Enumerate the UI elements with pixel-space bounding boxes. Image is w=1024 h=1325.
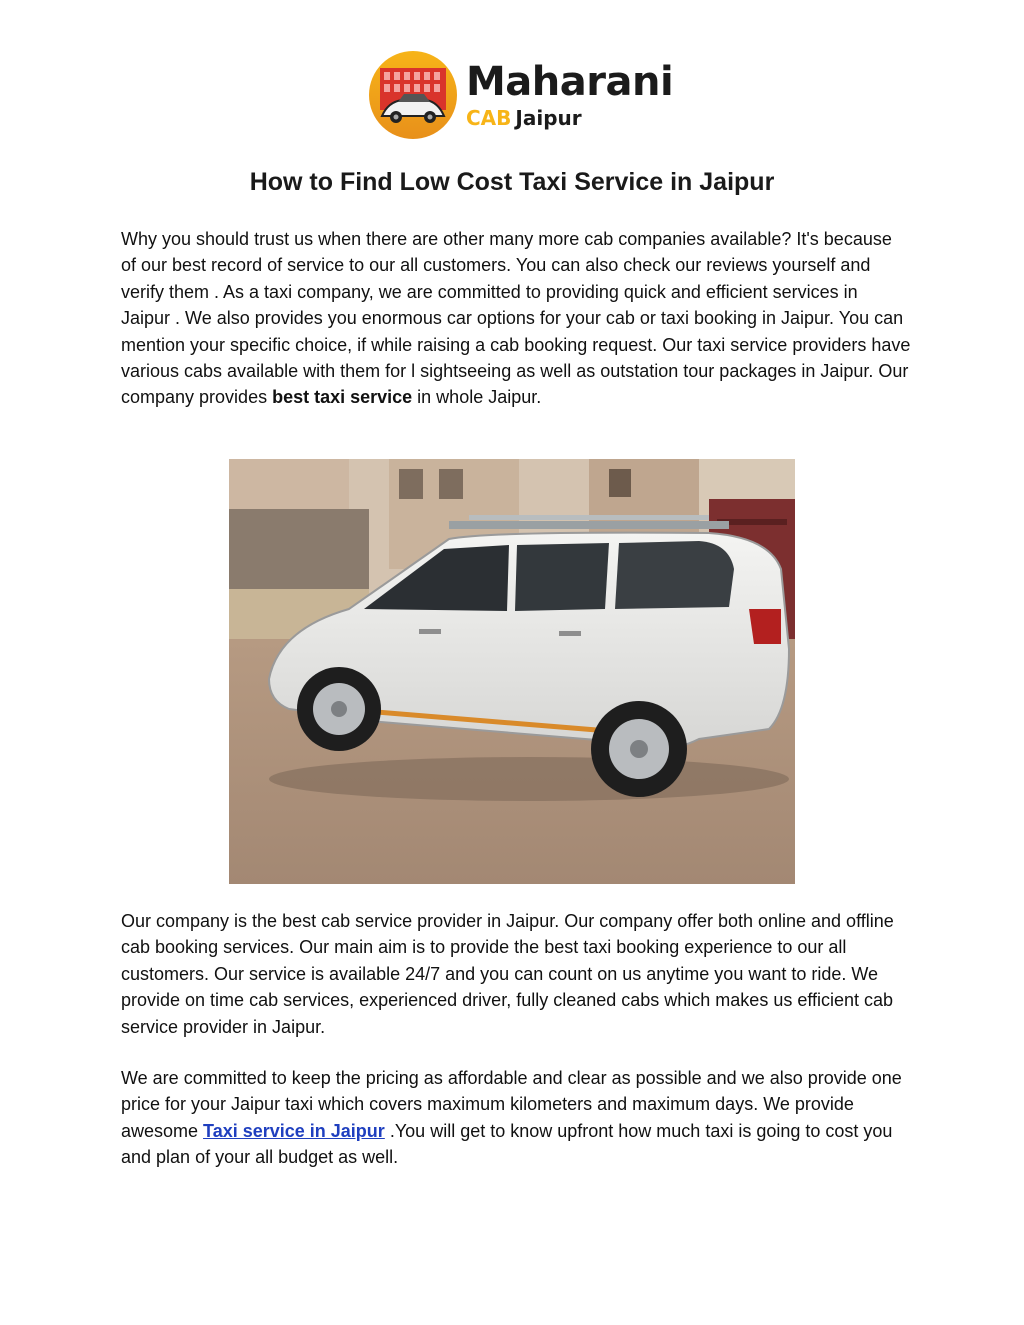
pricing-text: We are committed to keep the pricing as affordable and clear as possible and we also provide one price for your Jaipur taxi which covers maximum kilometers and maximum days. We provide awesome <box>121 1068 902 1141</box>
taxi-service-link[interactable]: Taxi service in Jaipur <box>203 1120 385 1141</box>
brand-name: Maharani <box>466 59 674 105</box>
intro-end: in whole Jaipur. <box>412 387 542 408</box>
paragraph-intro <box>121 226 911 411</box>
paragraph-services: Our company is the best cab service provider in Jaipur. Our company offer both online and offline cab booking services. Our main aim is to provide the best taxi booking experience to our all customers. Our service is available 24/7 and you can count on us anytime you want to ride. We provide on time cab services, experienced driver, fully cleaned cabs which makes us efficient cab service provider in Jaipur. <box>121 911 894 1037</box>
car-photo <box>229 459 795 884</box>
brand-sub-cab: CAB <box>466 106 512 130</box>
logo-badge-icon <box>368 50 458 140</box>
brand-sub-city: Jaipur <box>515 106 582 130</box>
pricing-end: .You will get to know upfront how much taxi is going to cost you and plan of your all budget as well. <box>121 1120 893 1168</box>
brand-logo <box>368 50 674 140</box>
intro-bold-phrase: best taxi service <box>272 387 413 408</box>
intro-text: Why you should trust us when there are other many more cab companies available? It's because of our best record of service to our all customers. You can also check our reviews yourself and verify them . As a taxi company, we are committed to providing quick and efficient services in Jaipur . We also provides you enormous car options for your cab or taxi booking in Jaipur. You can mention your specific choice, if while raising a cab booking request. Our taxi service providers have various cabs available with them for l sightseeing as well as outstation tour packages in Jaipur. Our company provides <box>121 229 911 408</box>
paragraph-pricing <box>121 1065 911 1171</box>
logo-wordmark <box>466 59 674 130</box>
car-photo-icon <box>229 459 795 884</box>
brand-subtitle <box>466 108 673 128</box>
page-title: How to Find Low Cost Taxi Service in Jaipur <box>249 168 775 196</box>
